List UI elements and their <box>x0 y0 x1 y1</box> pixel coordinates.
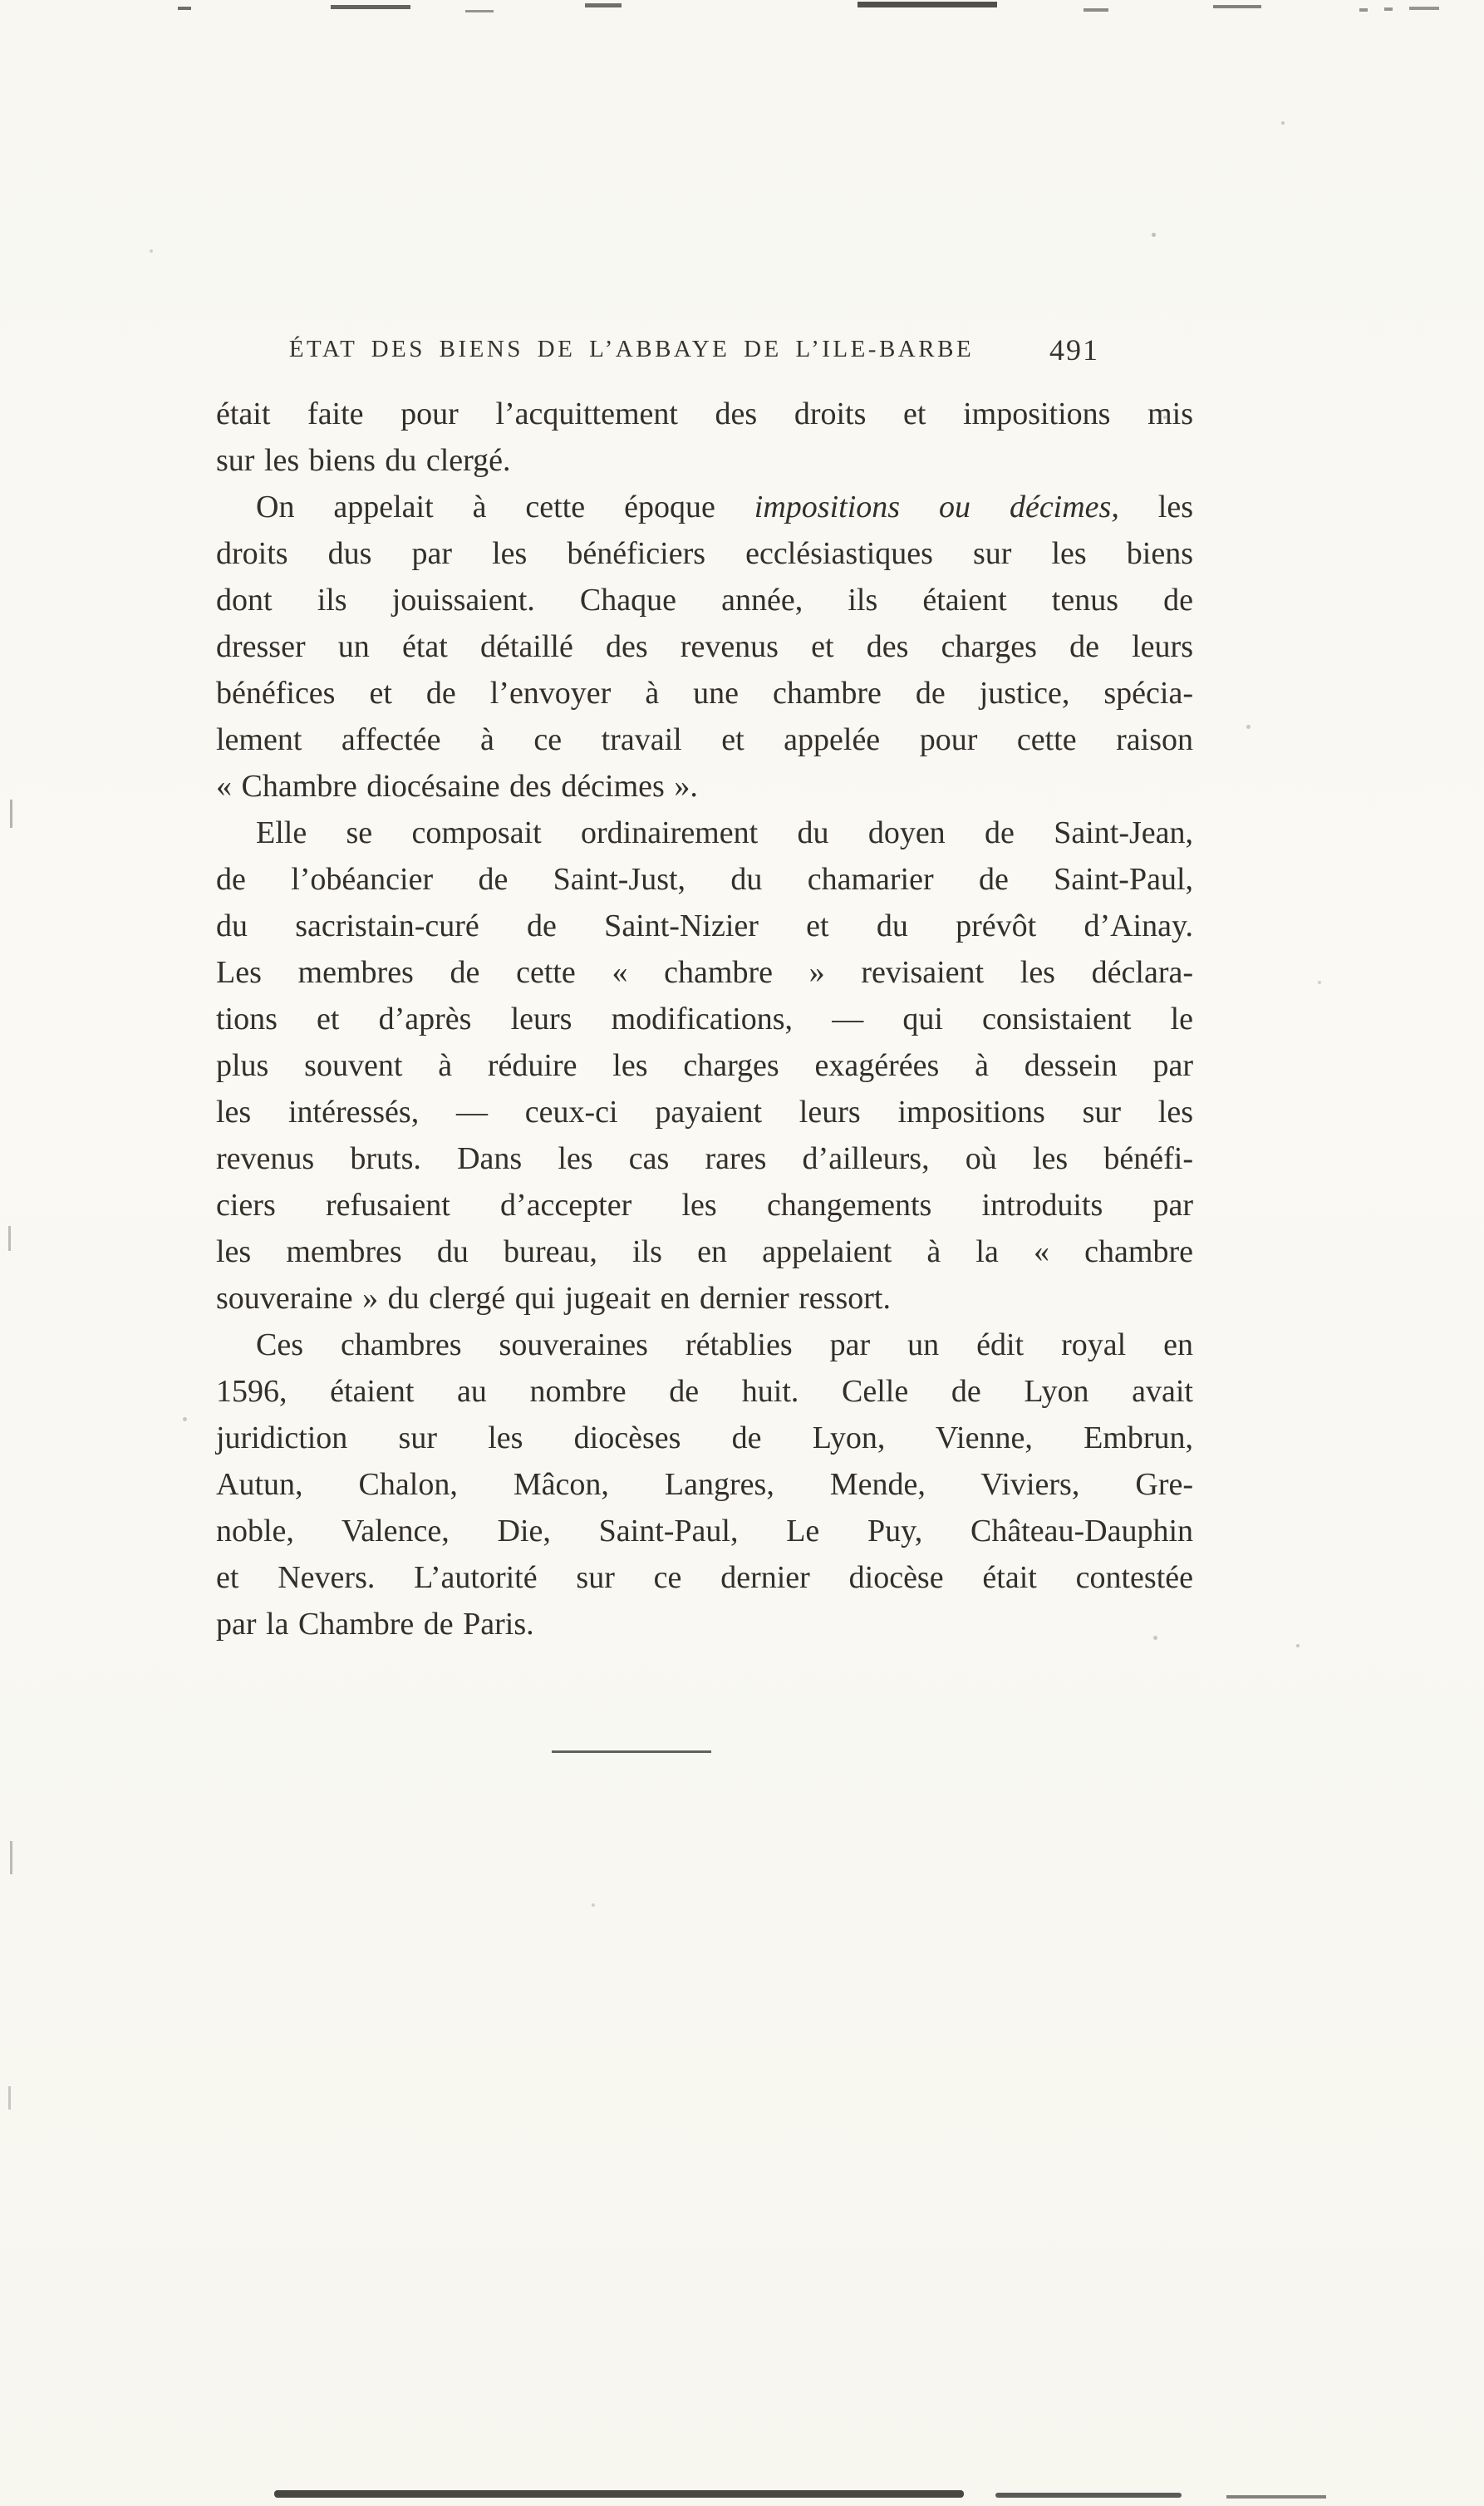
scan-mark <box>465 10 494 12</box>
text-line: plus souvent à réduire les charges exagérées à dessein par <box>216 1048 1193 1083</box>
text-line: sur les biens du clergé. <box>216 443 511 478</box>
text-segment: les <box>1118 490 1194 524</box>
text-line: de l’obéancier de Saint-Just, du chamarier de Saint-Paul, <box>216 862 1193 897</box>
paper-speck <box>150 249 153 253</box>
text-line: était faite pour l’acquittement des droits et impositions mis <box>216 396 1193 431</box>
text-line: par la Chambre de Paris. <box>216 1607 534 1642</box>
paper-speck <box>592 1903 595 1907</box>
paper-speck <box>1246 725 1251 729</box>
text-line: tions et d’après leurs modifications, — qui consistaient le <box>216 1002 1193 1036</box>
text-line: bénéfices et de l’envoyer à une chambre de justice, spécia- <box>216 676 1193 711</box>
header-title: ÉTAT DES BIENS DE L’ABBAYE DE L’ILE-BARBE <box>288 336 975 362</box>
text-line: Elle se composait ordinairement du doyen de Saint-Jean, <box>256 815 1193 850</box>
text-line: du sacristain-curé de Saint-Nizier et du prévôt d’Ainay. <box>216 908 1193 943</box>
scan-mark <box>585 3 622 7</box>
text-segment: On appelait à cette époque <box>256 490 754 524</box>
scan-mark <box>1359 8 1368 12</box>
text-line: dont ils jouissaient. Chaque année, ils étaient tenus de <box>216 583 1193 618</box>
text-line: les membres du bureau, ils en appelaient à la « chambre <box>216 1234 1193 1269</box>
text-line: ciers refusaient d’accepter les changements introduits par <box>216 1188 1193 1223</box>
scan-mark <box>8 1226 11 1251</box>
scan-mark <box>857 2 997 7</box>
scan-mark <box>1384 7 1393 11</box>
scan-mark <box>10 800 12 828</box>
text-line: droits dus par les bénéficiers ecclésiastiques sur les biens <box>216 536 1193 571</box>
scan-mark <box>1226 2495 1326 2499</box>
paper-speck <box>1281 121 1285 125</box>
scan-mark <box>8 2086 11 2110</box>
text-line: juridiction sur les diocèses de Lyon, Vienne, Embrun, <box>216 1420 1193 1455</box>
text-line: revenus bruts. Dans les cas rares d’ailleurs, où les bénéfi- <box>216 1141 1193 1176</box>
text-line: les intéressés, — ceux-ci payaient leurs impositions sur les <box>216 1095 1193 1130</box>
paper-speck <box>1163 416 1167 419</box>
text-line: 1596, étaient au nombre de huit. Celle de Lyon avait <box>216 1374 1193 1409</box>
page-body <box>216 391 1193 1647</box>
text-line: et Nevers. L’autorité sur ce dernier diocèse était contestée <box>216 1560 1193 1595</box>
paper-speck <box>1318 981 1321 984</box>
page-number: 491 <box>1049 333 1099 367</box>
running-header <box>212 333 1192 376</box>
scan-mark <box>1213 5 1261 8</box>
scan-mark <box>178 7 191 10</box>
scan-mark <box>995 2493 1182 2498</box>
italic-phrase: impositions ou décimes, <box>754 490 1119 524</box>
text-line: lement affectée à ce travail et appelée pour cette raison <box>216 722 1193 757</box>
text-line <box>216 484 1193 530</box>
text-line: « Chambre diocésaine des décimes ». <box>216 769 698 804</box>
scan-mark <box>331 5 410 9</box>
section-divider-rule <box>552 1750 711 1753</box>
text-line: Autun, Chalon, Mâcon, Langres, Mende, Viviers, Gre- <box>216 1467 1193 1502</box>
text-line: noble, Valence, Die, Saint-Paul, Le Puy, Château-Dauphin <box>216 1514 1193 1548</box>
paper-speck <box>183 1417 187 1421</box>
scan-mark <box>10 1841 12 1874</box>
text-line: souveraine » du clergé qui jugeait en dernier ressort. <box>216 1281 891 1316</box>
paper-speck <box>1152 233 1156 237</box>
paper-speck <box>1296 1644 1300 1647</box>
text-line: dresser un état détaillé des revenus et des charges de leurs <box>216 629 1193 664</box>
scan-mark <box>274 2490 964 2498</box>
text-line: Ces chambres souveraines rétablies par un édit royal en <box>256 1327 1193 1362</box>
scan-mark <box>1084 8 1108 12</box>
paper-speck <box>1153 1636 1157 1640</box>
scan-mark <box>1409 7 1439 10</box>
text-line: Les membres de cette « chambre » revisaient les déclara- <box>216 955 1193 990</box>
